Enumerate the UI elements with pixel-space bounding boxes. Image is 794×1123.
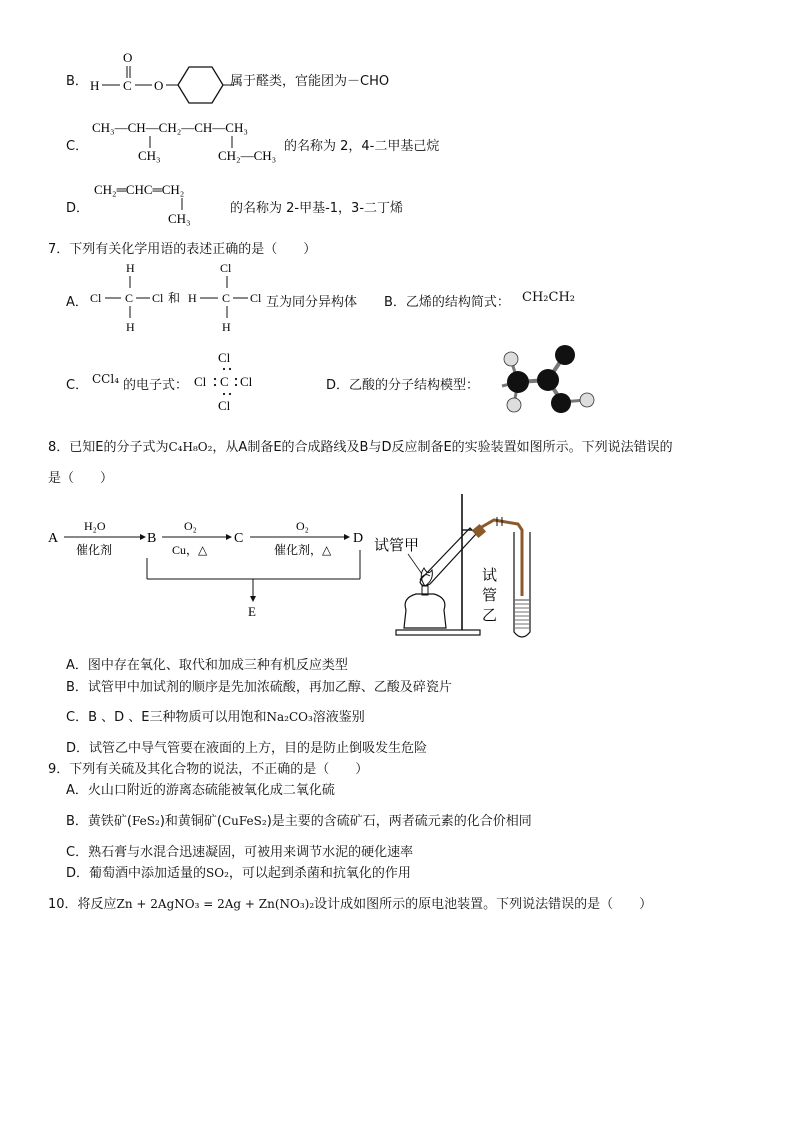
q7a-m1-h-top: H bbox=[126, 261, 135, 275]
q6b-h: H bbox=[90, 78, 100, 93]
q7a-m1-cl-right: Cl bbox=[152, 291, 164, 305]
q8-option-d: D．试管乙中导气管要在液面的上方，目的是防止倒吸发生危险 bbox=[66, 741, 428, 756]
label-tube-b-3: 乙 bbox=[482, 608, 498, 624]
q6b-o-top: O bbox=[123, 50, 133, 65]
q7-option-a-letter: A． bbox=[66, 295, 88, 310]
q7-option-c-ccl4: CCl₄ bbox=[92, 372, 120, 386]
q8-stem-line2: 是（ ） bbox=[48, 471, 114, 486]
q9b-part3: )是主要的含硫矿石，两者硫元素的化合价相同 bbox=[266, 814, 532, 829]
q9-option-c: C．熟石膏与水混合迅速凝固，可被用来调节水泥的硬化速率 bbox=[66, 845, 414, 860]
route-e: E bbox=[248, 604, 256, 619]
q6-option-c-letter: C． bbox=[66, 139, 89, 154]
q10-equation: Zn + 2AgNO₃ = 2Ag + Zn(NO₃)₂ bbox=[116, 897, 315, 911]
q8-stem-part1: 8．已知E的分子式为 bbox=[48, 440, 169, 455]
q6-option-d-letter: D． bbox=[66, 201, 90, 216]
q7-option-a-structures bbox=[88, 258, 268, 338]
q9b-part1: B．黄铁矿( bbox=[66, 814, 132, 829]
q7-option-b-text: B．乙烯的结构简式： bbox=[384, 295, 510, 310]
q7a-m2-h-bottom: H bbox=[222, 320, 231, 334]
q10-stem bbox=[48, 893, 652, 912]
q7c-cl-left: Cl bbox=[194, 374, 207, 389]
q7-stem: 7．下列有关化学用语的表述正确的是（ ） bbox=[48, 242, 317, 257]
q6d-line1: CH₂═CHC═CH₂ bbox=[94, 182, 185, 197]
q7-option-c-letter: C． bbox=[66, 378, 89, 393]
q8c-part1: C．B 、D 、E三种物质可以用饱和 bbox=[66, 710, 267, 725]
q7-option-c-desc: 的电子式： bbox=[123, 378, 189, 393]
route-r3-bottom: 催化剂，△ bbox=[274, 543, 332, 557]
o-atom bbox=[555, 345, 575, 365]
q7a-m1-cl-left: Cl bbox=[90, 291, 102, 305]
h-atom bbox=[580, 393, 594, 407]
q6-option-b-desc: 属于醛类，官能团为－CHO bbox=[230, 74, 390, 89]
route-r3-top: O₂ bbox=[296, 519, 309, 533]
q8-option-b: B．试管甲中加试剂的顺序是先加浓硫酸，再加乙醇、乙酸及碎瓷片 bbox=[66, 680, 452, 695]
h-atom bbox=[507, 398, 521, 412]
q8-stem-formula: C₄H₈O₂ bbox=[168, 440, 213, 454]
label-tube-b-1: 试 bbox=[482, 568, 498, 584]
q7a-and: 和 bbox=[168, 291, 181, 305]
q7c-cl-bottom: Cl bbox=[218, 398, 231, 413]
q8-stem-part2: ，从A制备E的合成路线及B与D反应制备E的实验装置如图所示。下列说法错误的 bbox=[212, 440, 673, 455]
q10-part2: 设计成如图所示的原电池装置。下列说法错误的是（ ） bbox=[314, 897, 653, 912]
q8-option-a: A．图中存在氧化、取代和加成三种有机反应类型 bbox=[66, 658, 348, 673]
c-atom bbox=[507, 371, 529, 393]
o-atom bbox=[551, 393, 571, 413]
q10-part1: 10．将反应 bbox=[48, 897, 117, 912]
q9-option-d bbox=[66, 862, 411, 881]
route-r2-bottom: Cu，△ bbox=[172, 543, 208, 557]
q8-stem-line1 bbox=[48, 436, 673, 455]
q9d-formula: SO₂ bbox=[206, 866, 229, 880]
q9-option-a: A．火山口附近的游离态硫能被氧化成二氧化硫 bbox=[66, 783, 335, 798]
q7a-m2-cl-right: Cl bbox=[250, 291, 262, 305]
q9-option-b bbox=[66, 810, 532, 829]
q7a-m2-h-left: H bbox=[188, 291, 197, 305]
q9b-part2: )和黄铜矿( bbox=[159, 814, 222, 829]
q7-option-d-ball-model bbox=[496, 342, 600, 416]
q6c-line2b: CH₂—CH₃ bbox=[218, 148, 277, 163]
q6d-line2: CH₃ bbox=[168, 211, 191, 226]
route-r2-top: O₂ bbox=[184, 519, 197, 533]
q6c-line2a: CH₃ bbox=[138, 148, 161, 163]
q7c-cl-right: Cl bbox=[240, 374, 253, 389]
label-tube-a: 试管甲 bbox=[374, 538, 420, 554]
q8c-part2: 溶液鉴别 bbox=[312, 710, 365, 725]
q6-option-b-structure bbox=[86, 48, 236, 108]
route-r1-bottom: 催化剂 bbox=[76, 543, 113, 557]
q9-stem: 9．下列有关硫及其化合物的说法，不正确的是（ ） bbox=[48, 762, 369, 777]
q7c-c: C bbox=[220, 374, 229, 389]
route-b: B bbox=[147, 531, 157, 546]
q8-option-c bbox=[66, 706, 365, 725]
q6-option-b-letter: B． bbox=[66, 74, 88, 89]
route-c: C bbox=[234, 531, 244, 546]
q6-option-d-structure bbox=[92, 176, 242, 228]
c-atom bbox=[537, 369, 559, 391]
route-a: A bbox=[48, 531, 59, 546]
q9b-formula1: FeS₂ bbox=[132, 814, 160, 828]
h-atom bbox=[504, 352, 518, 366]
q7a-m2-c: C bbox=[222, 291, 231, 305]
q8-synthesis-route bbox=[44, 508, 384, 620]
label-tube-b-2: 管 bbox=[482, 588, 498, 604]
q6c-line1: CH₃—CH—CH₂—CH—CH₃ bbox=[92, 120, 248, 135]
q7a-m2-cl-top: Cl bbox=[220, 261, 232, 275]
q6b-o: O bbox=[154, 78, 164, 93]
q6b-c: C bbox=[123, 78, 132, 93]
q9d-part1: D．葡萄酒中添加适量的 bbox=[66, 866, 207, 881]
benzene-ring bbox=[178, 67, 223, 103]
q7-option-b-formula: CH₂CH₂ bbox=[522, 290, 575, 305]
q7-option-a-desc: 互为同分异构体 bbox=[266, 295, 358, 310]
q9b-formula2: CuFeS₂ bbox=[221, 814, 267, 828]
q7c-cl-top: Cl bbox=[218, 350, 231, 365]
q8-apparatus-diagram bbox=[370, 490, 560, 642]
q9d-part2: ，可以起到杀菌和抗氧化的作用 bbox=[228, 866, 411, 881]
q6-option-d-desc: 的名称为 2-甲基-1，3-二丁烯 bbox=[230, 201, 404, 216]
route-d: D bbox=[353, 531, 364, 546]
q7a-m1-h-bottom: H bbox=[126, 320, 135, 334]
route-r1-top: H₂O bbox=[84, 519, 106, 533]
q7-option-d-text: D．乙酸的分子结构模型： bbox=[326, 378, 480, 393]
q6-option-c-desc: 的名称为 2，4-二甲基己烷 bbox=[284, 139, 440, 154]
q8c-formula: Na₂CO₃ bbox=[266, 710, 313, 724]
q7-option-c-electron-formula bbox=[188, 344, 268, 416]
q6-option-c-structure bbox=[90, 112, 290, 164]
q7a-m1-c: C bbox=[125, 291, 134, 305]
